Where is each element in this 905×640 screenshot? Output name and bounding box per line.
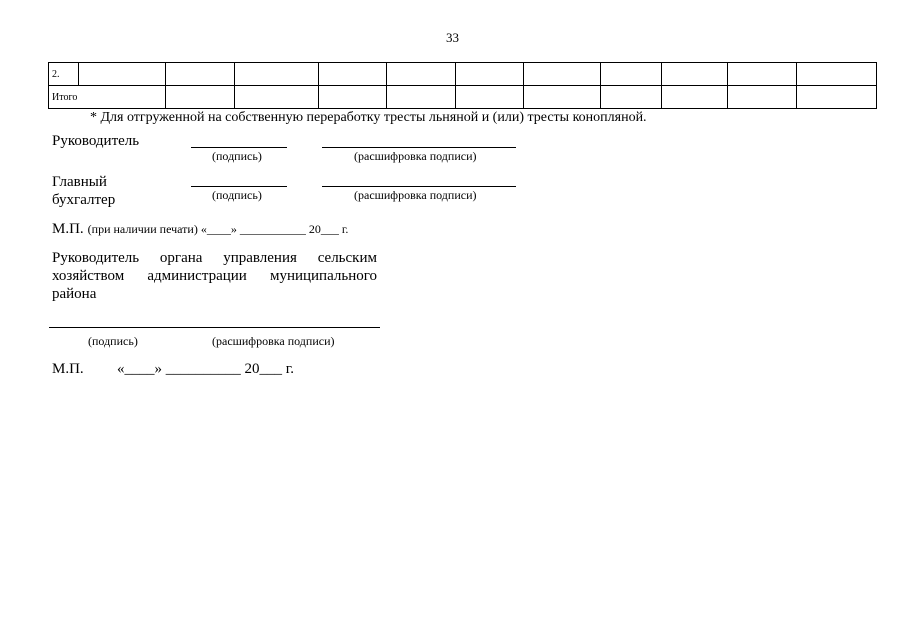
- agency-date: «____» __________ 20___ г.: [117, 361, 294, 377]
- agency-head-label: Руководитель органа управления сельским хозяйством администрации муниципального района: [52, 250, 377, 302]
- table-cell: [662, 86, 728, 109]
- table-cell: [319, 63, 387, 86]
- table-cell: [166, 86, 235, 109]
- data-table: [48, 62, 877, 109]
- page-number: 33: [446, 30, 459, 45]
- table-cell: [319, 86, 387, 109]
- agency-decode-caption: (расшифровка подписи): [212, 334, 335, 348]
- stamp-date-line: [52, 220, 348, 238]
- stamp-mp: М.П.: [52, 221, 84, 237]
- table-cell: [601, 86, 662, 109]
- table-cell: [456, 86, 524, 109]
- table-cell: [797, 86, 877, 109]
- total-label: Итого: [49, 86, 166, 109]
- head-decode-caption: (расшифровка подписи): [354, 149, 477, 163]
- accountant-decode-caption: (расшифровка подписи): [354, 188, 477, 202]
- table-cell: [235, 63, 319, 86]
- head-signature-line[interactable]: [191, 147, 287, 148]
- table-row: [49, 63, 877, 86]
- head-signature-caption: (подпись): [212, 149, 262, 163]
- table-cell: [728, 86, 797, 109]
- table-cell: [456, 63, 524, 86]
- table-cell: [728, 63, 797, 86]
- table-cell: [166, 63, 235, 86]
- table-cell: [662, 63, 728, 86]
- footnote: * Для отгруженной на собственную переработку тресты льняной и (или) тресты конопляной.: [90, 110, 647, 125]
- accountant-signature-caption: (подпись): [212, 188, 262, 202]
- agency-signature-caption: (подпись): [88, 334, 138, 348]
- chief-accountant-label-1: Главный: [52, 174, 107, 190]
- agency-signature-line[interactable]: [49, 327, 380, 328]
- table-cell: [79, 63, 166, 86]
- head-decode-line[interactable]: [322, 147, 516, 148]
- accountant-signature-line[interactable]: [191, 186, 287, 187]
- accountant-decode-line[interactable]: [322, 186, 516, 187]
- chief-accountant-label-2: бухгалтер: [52, 192, 116, 208]
- agency-mp: М.П.: [52, 361, 84, 377]
- table-cell: [387, 63, 456, 86]
- table-cell: [797, 63, 877, 86]
- table-cell: [601, 63, 662, 86]
- table-cell: [524, 63, 601, 86]
- table-cell: [235, 86, 319, 109]
- table-cell: [387, 86, 456, 109]
- stamp-date: (при наличии печати) «____» ___________ 20___ г.: [87, 222, 349, 236]
- table-row-total: [49, 86, 877, 109]
- head-label: Руководитель: [52, 133, 140, 149]
- table-cell: 2.: [49, 63, 79, 86]
- table-cell: [524, 86, 601, 109]
